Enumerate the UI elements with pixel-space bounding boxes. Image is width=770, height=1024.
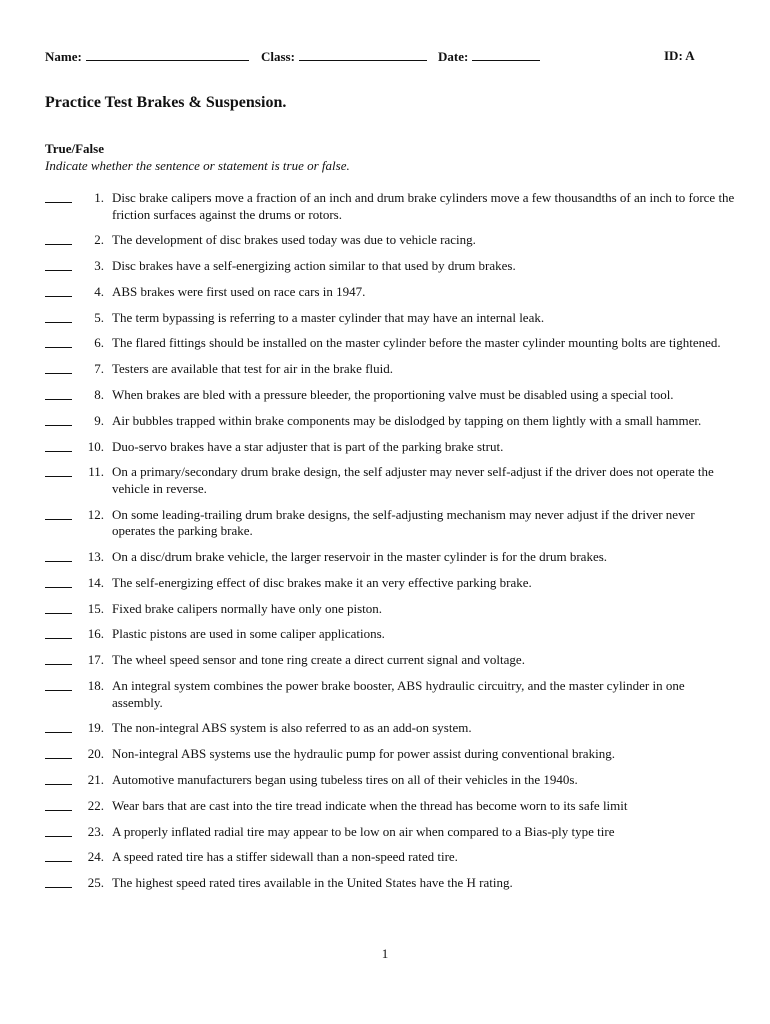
answer-blank[interactable] [45,439,72,452]
question-text: Air bubbles trapped within brake components may be dislodged by tapping on them lightly with a small hammer. [112,412,702,428]
answer-blank[interactable] [45,310,72,323]
question-text: Duo-servo brakes have a star adjuster that is part of the parking brake strut. [112,438,504,454]
question-item [45,746,735,763]
question-item [45,387,735,404]
question-item [45,190,735,223]
question-number: 22. [87,797,104,813]
question-item [45,626,735,643]
question-item [45,335,735,352]
question-item [45,507,735,540]
question-item [45,798,735,815]
answer-blank[interactable] [45,258,72,271]
answer-blank[interactable] [45,875,72,888]
question-item [45,464,735,497]
answer-blank[interactable] [45,746,72,759]
name-field [45,48,249,65]
question-item [45,678,735,711]
date-field [438,48,540,65]
answer-blank[interactable] [45,549,72,562]
question-number: 9. [94,412,104,428]
question-text: The non-integral ABS system is also referred to as an add-on system. [112,720,472,736]
question-number: 2. [94,232,104,248]
question-item [45,772,735,789]
question-text: On a primary/secondary drum brake design, the self adjuster may never self-adjust if the driver does not operate the vehicle in reverse. [112,464,714,496]
answer-blank[interactable] [45,849,72,862]
section-heading: True/False [45,141,104,156]
question-number: 3. [94,258,104,274]
section-instructions: Indicate whether the sentence or statement is true or false. [45,158,350,173]
question-number: 7. [94,361,104,377]
question-text: Testers are available that test for air in the brake fluid. [112,361,393,377]
answer-blank[interactable] [45,232,72,245]
question-number: 4. [94,283,104,299]
question-list [45,190,735,901]
question-number: 19. [87,720,104,736]
question-text: Disc brakes have a self-energizing action similar to that used by drum brakes. [112,258,516,274]
answer-blank[interactable] [45,464,72,477]
question-text: The highest speed rated tires available in the United States have the H rating. [112,875,513,891]
question-number: 5. [94,309,104,325]
question-number: 25. [87,875,104,891]
answer-blank[interactable] [45,190,72,203]
question-text: When brakes are bled with a pressure bleeder, the proportioning valve must be disabled using a special tool. [112,387,674,403]
question-item [45,258,735,275]
question-number: 8. [94,387,104,403]
class-label: Class: [261,49,295,64]
question-number: 18. [87,678,104,694]
page-number: 1 [381,946,389,961]
question-number: 15. [87,600,104,616]
header-fields [45,48,725,66]
question-item [45,439,735,456]
answer-blank[interactable] [45,335,72,348]
question-text: A properly inflated radial tire may appear to be low on air when compared to a Bias-ply type tire [112,823,615,839]
question-number: 20. [87,746,104,762]
question-number: 24. [87,849,104,865]
question-item [45,601,735,618]
answer-blank[interactable] [45,720,72,733]
question-item [45,849,735,866]
question-number: 23. [87,823,104,839]
question-item [45,361,735,378]
question-text: An integral system combines the power brake booster, ABS hydraulic circuitry, and the master cylinder in one assembly. [112,678,685,710]
question-item [45,824,735,841]
answer-blank[interactable] [45,575,72,588]
question-text: A speed rated tire has a stiffer sidewall than a non-speed rated tire. [112,849,458,865]
name-blank[interactable] [86,48,249,61]
question-item [45,720,735,737]
question-text: The wheel speed sensor and tone ring create a direct current signal and voltage. [112,652,525,668]
id-label: ID: A [664,48,695,63]
question-item [45,310,735,327]
question-text: The term bypassing is referring to a master cylinder that may have an internal leak. [112,309,545,325]
answer-blank[interactable] [45,798,72,811]
answer-blank[interactable] [45,507,72,520]
class-field [261,48,427,65]
question-text: The self-energizing effect of disc brakes make it an very effective parking brake. [112,574,532,590]
question-text: The development of disc brakes used today was due to vehicle racing. [112,232,476,248]
question-text: Automotive manufacturers began using tubeless tires on all of their vehicles in the 1940s. [112,771,578,787]
question-number: 17. [87,652,104,668]
question-number: 21. [87,771,104,787]
answer-blank[interactable] [45,824,72,837]
answer-blank[interactable] [45,361,72,374]
date-blank[interactable] [472,48,540,61]
question-number: 10. [87,438,104,454]
answer-blank[interactable] [45,652,72,665]
question-item [45,413,735,430]
page-title: Practice Test Brakes & Suspension. [45,94,287,111]
question-text: Non-integral ABS systems use the hydraulic pump for power assist during conventional braking. [112,746,615,762]
question-number: 1. [94,190,104,205]
question-item [45,284,735,301]
question-text: Disc brake calipers move a fraction of an inch and drum brake cylinders move a few thousandths of an inch to force the friction surfaces against the drums or rotors. [112,190,735,222]
date-label: Date: [438,49,469,64]
answer-blank[interactable] [45,772,72,785]
question-text: ABS brakes were first used on race cars in 1947. [112,283,366,299]
question-number: 13. [87,549,104,565]
question-number: 6. [94,335,104,351]
question-text: Wear bars that are cast into the tire tread indicate when the thread has become worn to its safe limit [112,797,628,813]
answer-blank[interactable] [45,284,72,297]
answer-blank[interactable] [45,387,72,400]
answer-blank[interactable] [45,601,72,614]
question-item [45,232,735,249]
question-text: Plastic pistons are used in some caliper applications. [112,626,385,642]
question-number: 14. [87,574,104,590]
answer-blank[interactable] [45,678,72,691]
name-label: Name: [45,49,82,64]
question-number: 11. [88,464,104,480]
question-text: On some leading-trailing drum brake designs, the self-adjusting mechanism may never adjust if the driver never operates the parking brake. [112,506,695,539]
question-text: The flared fittings should be installed on the master cylinder before the master cylinder mounting bolts are tightened. [112,335,721,351]
question-text: Fixed brake calipers normally have only one piston. [112,600,383,616]
question-item [45,652,735,669]
question-item [45,575,735,592]
question-number: 16. [87,626,104,642]
question-item [45,549,735,566]
question-number: 12. [87,506,104,522]
question-item [45,875,735,892]
question-text: On a disc/drum brake vehicle, the larger reservoir in the master cylinder is for the drum brakes. [112,549,608,565]
class-blank[interactable] [299,48,427,61]
answer-blank[interactable] [45,413,72,426]
answer-blank[interactable] [45,626,72,639]
